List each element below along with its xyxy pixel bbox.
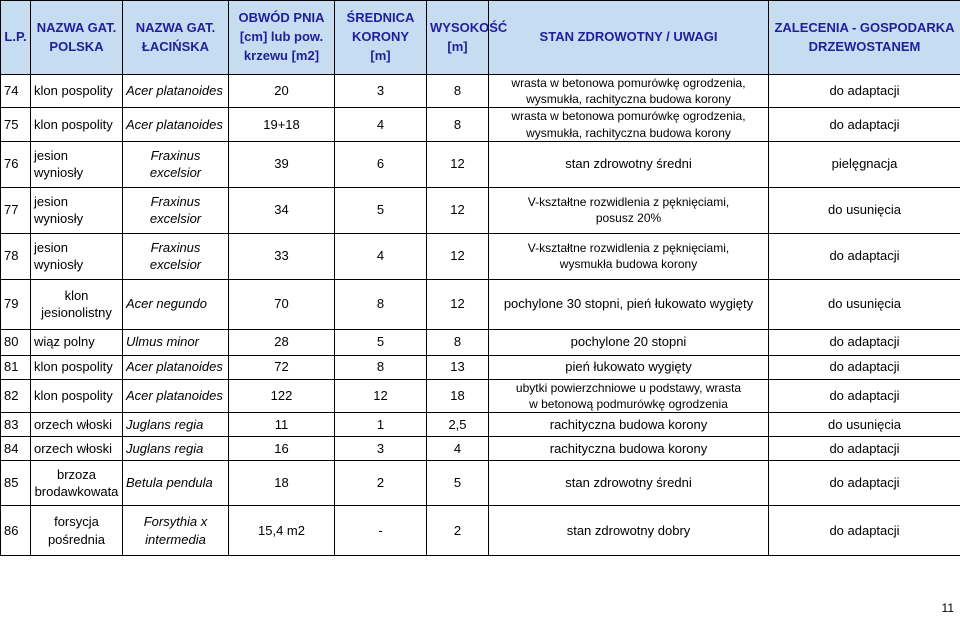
cell-nazwa-polska: brzoza brodawkowata [31,461,123,506]
cell-zalecenia: do usunięcia [769,279,960,329]
cell-stan: V-kształtne rozwidlenia z pęknięciami, wysmukła budowa korony [489,233,769,279]
cell-obwod: 72 [229,355,335,379]
cell-obwod: 28 [229,329,335,355]
cell-wysokosc: 8 [427,75,489,108]
header-obwod: OBWÓD PNIA [cm] lub pow. krzewu [m2] [229,1,335,75]
cell-nazwa-lacinska: Acer platanoides [123,379,229,412]
table-row [1,187,960,233]
cell-srednica: 8 [335,279,427,329]
cell-stan: stan zdrowotny dobry [489,506,769,556]
cell-srednica: 6 [335,141,427,187]
cell-wysokosc: 2,5 [427,413,489,437]
cell-srednica: 12 [335,379,427,412]
cell-stan: ubytki powierzchniowe u podstawy, wrasta w betonową podmurówkę ogrodzenia [489,379,769,412]
cell-stan: pochylone 20 stopni [489,329,769,355]
cell-lp: 85 [1,461,31,506]
table-row [1,379,960,412]
cell-obwod: 70 [229,279,335,329]
cell-srednica: 1 [335,413,427,437]
cell-zalecenia: do adaptacji [769,108,960,141]
cell-nazwa-polska: klon pospolity [31,75,123,108]
cell-stan: rachityczna budowa korony [489,437,769,461]
cell-nazwa-lacinska: Juglans regia [123,437,229,461]
cell-obwod: 18 [229,461,335,506]
cell-nazwa-lacinska: Fraxinus excelsior [123,187,229,233]
cell-srednica: 3 [335,437,427,461]
cell-srednica: 4 [335,233,427,279]
cell-lp: 86 [1,506,31,556]
cell-wysokosc: 5 [427,461,489,506]
cell-wysokosc: 12 [427,233,489,279]
table-row [1,461,960,506]
cell-lp: 74 [1,75,31,108]
cell-nazwa-polska: jesion wyniosły [31,141,123,187]
cell-nazwa-lacinska: Juglans regia [123,413,229,437]
cell-wysokosc: 12 [427,187,489,233]
cell-stan: stan zdrowotny średni [489,141,769,187]
cell-lp: 79 [1,279,31,329]
cell-zalecenia: do adaptacji [769,329,960,355]
cell-zalecenia: do adaptacji [769,437,960,461]
header-stan: STAN ZDROWOTNY / UWAGI [489,1,769,75]
cell-srednica: 5 [335,187,427,233]
cell-wysokosc: 4 [427,437,489,461]
cell-srednica: 8 [335,355,427,379]
cell-srednica: - [335,506,427,556]
cell-nazwa-polska: orzech włoski [31,413,123,437]
cell-wysokosc: 8 [427,329,489,355]
cell-stan: V-kształtne rozwidlenia z pęknięciami, posusz 20% [489,187,769,233]
table-row [1,108,960,141]
cell-srednica: 4 [335,108,427,141]
cell-obwod: 39 [229,141,335,187]
cell-zalecenia: do adaptacji [769,233,960,279]
cell-wysokosc: 12 [427,279,489,329]
table-row [1,141,960,187]
header-lp: L.P. [1,1,31,75]
cell-nazwa-polska: wiąz polny [31,329,123,355]
table-row [1,506,960,556]
cell-obwod: 16 [229,437,335,461]
cell-nazwa-polska: jesion wyniosły [31,233,123,279]
cell-lp: 82 [1,379,31,412]
cell-wysokosc: 12 [427,141,489,187]
cell-stan: pień łukowato wygięty [489,355,769,379]
cell-zalecenia: do adaptacji [769,355,960,379]
cell-wysokosc: 13 [427,355,489,379]
cell-nazwa-polska: klon pospolity [31,355,123,379]
cell-lp: 84 [1,437,31,461]
table-row [1,413,960,437]
table-body [1,75,960,556]
cell-zalecenia: do adaptacji [769,379,960,412]
cell-lp: 78 [1,233,31,279]
header-nazwa-polska: NAZWA GAT. POLSKA [31,1,123,75]
cell-nazwa-polska: jesion wyniosły [31,187,123,233]
cell-srednica: 3 [335,75,427,108]
cell-nazwa-polska: orzech włoski [31,437,123,461]
cell-nazwa-polska: forsycja pośrednia [31,506,123,556]
table-row [1,355,960,379]
cell-srednica: 2 [335,461,427,506]
cell-zalecenia: do adaptacji [769,75,960,108]
cell-lp: 75 [1,108,31,141]
cell-lp: 81 [1,355,31,379]
cell-obwod: 20 [229,75,335,108]
cell-nazwa-polska: klon jesionolistny [31,279,123,329]
cell-stan: pochylone 30 stopni, pień łukowato wygięty [489,279,769,329]
cell-obwod: 122 [229,379,335,412]
header-srednica: ŚREDNICA KORONY [m] [335,1,427,75]
cell-nazwa-lacinska: Ulmus minor [123,329,229,355]
cell-obwod: 19+18 [229,108,335,141]
cell-lp: 76 [1,141,31,187]
cell-lp: 80 [1,329,31,355]
table-row [1,437,960,461]
cell-nazwa-lacinska: Fraxinus excelsior [123,141,229,187]
table-row [1,233,960,279]
cell-wysokosc: 8 [427,108,489,141]
header-wysokosc: WYSOKOŚĆ [m] [427,1,489,75]
cell-stan: wrasta w betonowa pomurówkę ogrodzenia, wysmukła, rachityczna budowa korony [489,108,769,141]
cell-obwod: 34 [229,187,335,233]
cell-stan: rachityczna budowa korony [489,413,769,437]
cell-stan: stan zdrowotny średni [489,461,769,506]
cell-stan: wrasta w betonowa pomurówkę ogrodzenia, wysmukła, rachityczna budowa korony [489,75,769,108]
cell-nazwa-lacinska: Acer platanoides [123,75,229,108]
table-row [1,329,960,355]
cell-zalecenia: pielęgnacja [769,141,960,187]
cell-nazwa-lacinska: Forsythia x intermedia [123,506,229,556]
table-row [1,279,960,329]
table-row [1,75,960,108]
cell-lp: 83 [1,413,31,437]
cell-zalecenia: do usunięcia [769,413,960,437]
cell-nazwa-lacinska: Acer negundo [123,279,229,329]
cell-lp: 77 [1,187,31,233]
cell-wysokosc: 18 [427,379,489,412]
cell-nazwa-lacinska: Acer platanoides [123,108,229,141]
cell-nazwa-polska: klon pospolity [31,108,123,141]
cell-zalecenia: do adaptacji [769,506,960,556]
cell-obwod: 11 [229,413,335,437]
cell-nazwa-polska: klon pospolity [31,379,123,412]
cell-nazwa-lacinska: Fraxinus excelsior [123,233,229,279]
header-row [1,1,960,75]
cell-obwod: 33 [229,233,335,279]
cell-nazwa-lacinska: Betula pendula [123,461,229,506]
cell-nazwa-lacinska: Acer platanoides [123,355,229,379]
cell-obwod: 15,4 m2 [229,506,335,556]
cell-zalecenia: do usunięcia [769,187,960,233]
page-number: 11 [941,601,954,615]
cell-srednica: 5 [335,329,427,355]
header-nazwa-lacinska: NAZWA GAT. ŁACIŃSKA [123,1,229,75]
cell-wysokosc: 2 [427,506,489,556]
cell-zalecenia: do adaptacji [769,461,960,506]
header-zalecenia: ZALECENIA - GOSPODARKA DRZEWOSTANEM [769,1,960,75]
